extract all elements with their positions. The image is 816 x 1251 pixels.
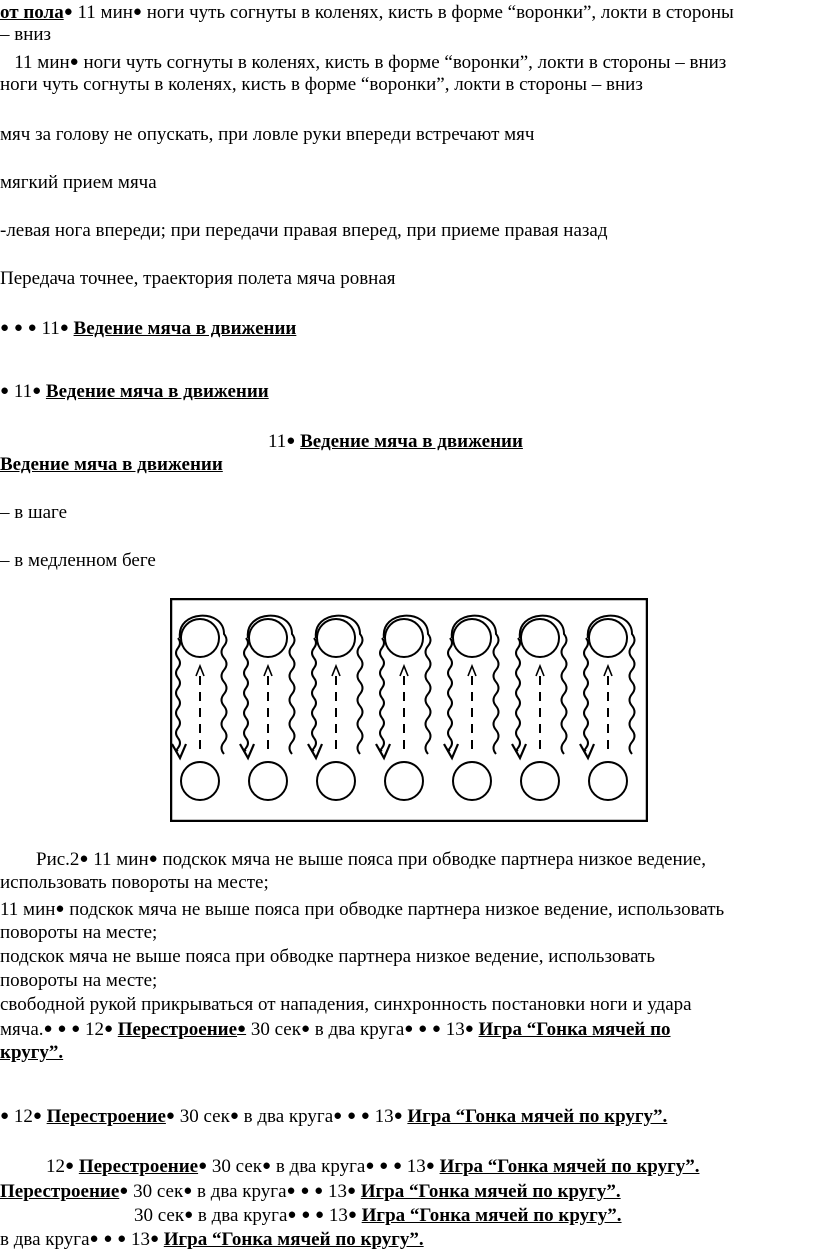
heading-regroup: Перестроение <box>46 1106 166 1127</box>
bullet-icon: ● <box>32 1108 42 1124</box>
player-circle-bottom <box>453 762 491 800</box>
bullet-icon: ● <box>149 1231 159 1247</box>
player-circle-top <box>317 619 355 657</box>
line-4: ноги чуть согнуты в коленях, кисть в форме “воронки”, локти в стороны – вниз <box>0 74 643 95</box>
arrow-up-icon <box>604 666 612 676</box>
bullet-icon: ● <box>404 1021 414 1037</box>
line-26: Перестроение● 30 сек● в два круга● ● ● 13● Игра “Гонка мячей по кругу”. <box>0 1181 621 1202</box>
bullet-icon: ● <box>103 1231 113 1247</box>
line-22: мяча.● ● ● 12● Перестроение● 30 сек● в два круга● ● ● 13● Игра “Гонка мячей по <box>0 1019 671 1040</box>
dribble-wavy-line <box>516 638 520 751</box>
line-10: ● 11● Ведение мяча в движении <box>0 381 269 402</box>
bullet-icon: ● <box>0 1108 10 1124</box>
bullet-icon: ● <box>55 901 65 917</box>
bullet-icon: ● <box>346 1108 356 1124</box>
bullet-icon: ● <box>148 851 158 867</box>
player-circle-bottom <box>589 762 627 800</box>
bullet-icon: ● <box>379 1158 389 1174</box>
bullet-icon: ● <box>237 1021 247 1037</box>
diagram-lanes <box>172 616 635 800</box>
bullet-icon: ● <box>431 1021 441 1037</box>
bullet-icon: ● <box>27 320 37 336</box>
arrow-up-icon <box>536 666 544 676</box>
bullet-icon: ● <box>89 1231 99 1247</box>
bullet-icon: ● <box>184 1207 194 1223</box>
line-21: свободной рукой прикрываться от нападения, синхронность постановки ноги и удара <box>0 994 692 1015</box>
bullet-icon: ● <box>57 1021 67 1037</box>
player-circle-top <box>521 619 559 657</box>
line-24: ● 12● Перестроение● 30 сек● в два круга● ● ● 13● Игра “Гонка мячей по кругу”. <box>0 1106 668 1127</box>
bullet-icon: ● <box>59 320 69 336</box>
bullet-icon: ● <box>314 1183 324 1199</box>
arrow-up-icon <box>196 666 204 676</box>
player-circle-bottom <box>181 762 219 800</box>
bullet-icon: ● <box>418 1021 428 1037</box>
bullet-icon: ● <box>347 1207 357 1223</box>
bullet-icon: ● <box>0 320 10 336</box>
line-9: ● ● ● 11● Ведение мяча в движении <box>0 318 297 339</box>
arrow-up-icon <box>332 666 340 676</box>
player-circle-top <box>181 619 219 657</box>
heading-dribbling: Ведение мяча в движении <box>45 381 269 402</box>
heading-game: Игра “Гонка мячей по кругу”. <box>439 1156 700 1177</box>
heading-game: Игра “Гонка мячей по <box>478 1019 671 1040</box>
line-28: в два круга● ● ● 13● Игра “Гонка мячей по кругу”. <box>0 1229 424 1250</box>
bullet-icon: ● <box>464 1021 474 1037</box>
bullet-icon: ● <box>286 1183 296 1199</box>
player-circle-top <box>385 619 423 657</box>
bullet-icon: ● <box>165 1108 175 1124</box>
line-3: 11 мин● ноги чуть согнуты в коленях, кисть в форме “воронки”, локти в стороны – вниз <box>0 52 727 73</box>
bullet-icon: ● <box>119 1183 129 1199</box>
bullet-icon: ● <box>301 1207 311 1223</box>
bullet-icon: ● <box>71 1021 81 1037</box>
dribble-wavy-line <box>584 638 588 751</box>
dribble-wavy-line <box>448 638 452 751</box>
bullet-icon: ● <box>286 433 296 449</box>
heading-dribbling: Ведение мяча в движении <box>300 431 523 452</box>
heading-regroup: Перестроение <box>78 1156 199 1177</box>
heading-game: Игра “Гонка мячей по кругу”. <box>360 1181 621 1202</box>
line-13: – в шаге <box>0 502 68 523</box>
bullet-icon: ● <box>262 1158 272 1174</box>
line-14: – в медленном беге <box>0 550 156 571</box>
bullet-icon: ● <box>117 1231 127 1247</box>
bullet-icon: ● <box>300 1021 311 1037</box>
player-circle-top <box>453 619 491 657</box>
bullet-icon: ● <box>315 1207 325 1223</box>
bullet-icon: ● <box>346 1183 356 1199</box>
line-12: Ведение мяча в движении <box>0 454 223 475</box>
bullet-icon: ● <box>198 1158 208 1174</box>
player-circle-bottom <box>317 762 355 800</box>
arrow-up-icon <box>468 666 476 676</box>
bullet-icon: ● <box>365 1158 375 1174</box>
line-1: от пола● 11 мин● ноги чуть согнуты в коленях, кисть в форме “воронки”, локти в стороны <box>0 2 734 23</box>
bullet-icon: ● <box>333 1108 343 1124</box>
line-5: мяч за голову не опускать, при ловле руки впереди встречают мяч <box>0 124 535 145</box>
bullet-icon: ● <box>13 320 23 336</box>
line-18: повороты на месте; <box>0 922 158 943</box>
bullet-icon: ● <box>63 4 73 20</box>
line-27: 30 сек● в два круга● ● ● 13● Игра “Гонка мячей по кругу”. <box>134 1205 622 1226</box>
bullet-icon: ● <box>0 383 10 399</box>
bullet-icon: ● <box>393 1108 403 1124</box>
heading-regroup: Перестроение <box>0 1181 120 1202</box>
player-circle-top <box>249 619 287 657</box>
heading-game: Игра “Гонка мячей по кругу”. <box>361 1205 622 1226</box>
dribble-wavy-line <box>244 638 248 751</box>
bullet-icon: ● <box>392 1158 402 1174</box>
player-circle-top <box>589 619 627 657</box>
heading-regroup: Перестроение <box>117 1019 238 1040</box>
bullet-icon: ● <box>69 54 79 70</box>
figure-caption: Рис.2 <box>36 849 80 870</box>
line-8: Передача точнее, траектория полета мяча ровная <box>0 268 396 289</box>
bullet-icon: ● <box>360 1108 370 1124</box>
bullet-icon: ● <box>287 1207 297 1223</box>
bullet-icon: ● <box>79 851 89 867</box>
bullet-icon: ● <box>103 1021 114 1037</box>
line-2: – вниз <box>0 24 52 45</box>
dribble-wavy-line <box>380 638 384 751</box>
line-11: 11● Ведение мяча в движении <box>268 431 523 452</box>
player-circle-bottom <box>249 762 287 800</box>
bullet-icon: ● <box>65 1158 75 1174</box>
bullet-icon: ● <box>132 4 142 20</box>
dribble-wavy-line <box>176 638 180 751</box>
line-7: -левая нога впереди; при передачи правая вперед, при приеме правая назад <box>0 220 608 241</box>
bullet-icon: ● <box>300 1183 310 1199</box>
line-15: Рис.2● 11 мин● подскок мяча не выше пояса при обводке партнера низкое ведение, <box>36 849 706 870</box>
line-20: повороты на месте; <box>0 970 158 991</box>
arrow-up-icon <box>400 666 408 676</box>
bullet-icon: ● <box>183 1183 193 1199</box>
bullet-icon: ● <box>32 383 42 399</box>
player-circle-bottom <box>521 762 559 800</box>
line-19: подскок мяча не выше пояса при обводке партнера низкое ведение, использовать <box>0 946 655 967</box>
line-23: кругу”. <box>0 1042 64 1063</box>
heading-dribbling: Ведение мяча в движении <box>73 318 297 339</box>
heading-game: Игра “Гонка мячей по кругу”. <box>407 1106 668 1127</box>
bullet-icon: ● <box>425 1158 435 1174</box>
line-6: мягкий прием мяча <box>0 172 157 193</box>
arrow-up-icon <box>264 666 272 676</box>
line-17: 11 мин● подскок мяча не выше пояса при обводке партнера низкое ведение, использовать <box>0 899 725 920</box>
player-circle-bottom <box>385 762 423 800</box>
bullet-icon: ● <box>229 1108 239 1124</box>
heading-game: Игра “Гонка мячей по кругу”. <box>163 1229 424 1250</box>
line-25: 12● Перестроение● 30 сек● в два круга● ● ● 13● Игра “Гонка мячей по кругу”. <box>46 1156 700 1177</box>
line-16: использовать повороты на месте; <box>0 872 269 893</box>
dribbling-diagram <box>170 598 648 822</box>
bullet-icon: ● <box>43 1021 53 1037</box>
dribble-wavy-line <box>312 638 316 751</box>
